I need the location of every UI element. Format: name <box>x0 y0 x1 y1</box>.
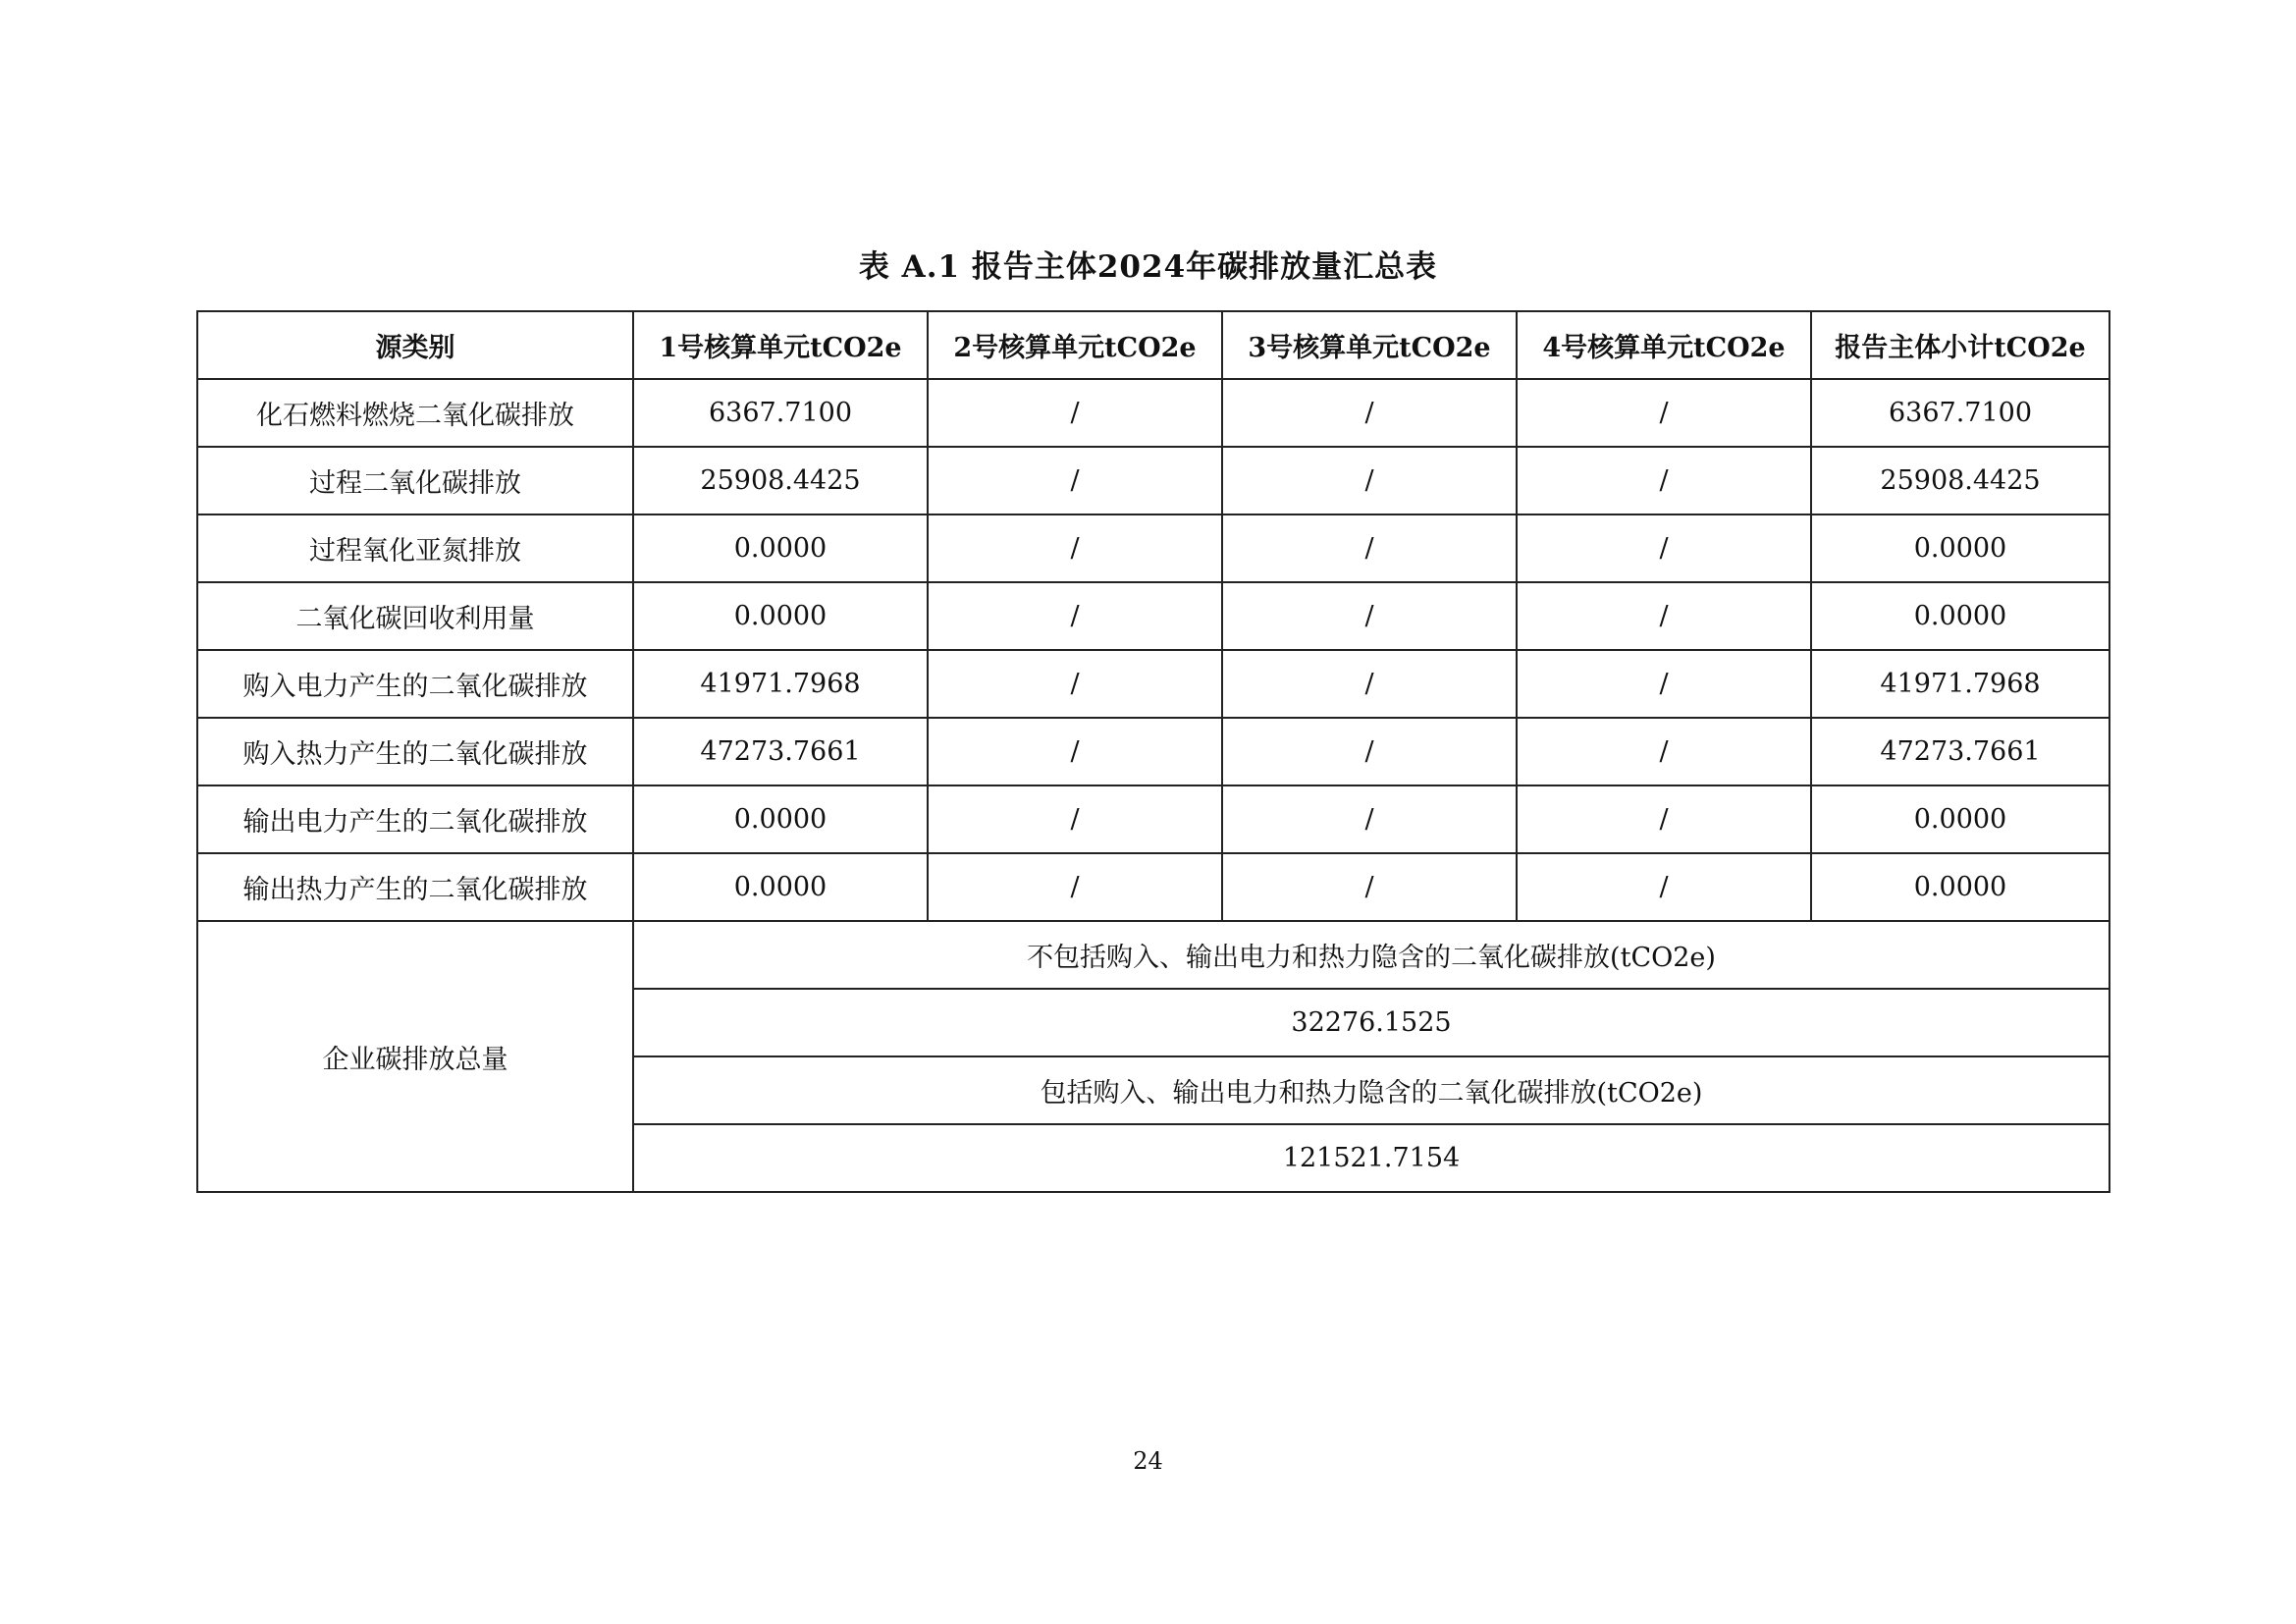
table-cell: / <box>1517 514 1811 582</box>
table-cell: / <box>1222 582 1517 650</box>
table-cell: / <box>928 514 1222 582</box>
table-cell: 0.0000 <box>1811 582 2109 650</box>
table-row <box>197 853 2109 921</box>
table-header-row <box>197 311 2109 379</box>
excluding-purchased-value: 32276.1525 <box>633 989 2109 1056</box>
table-cell: 47273.7661 <box>633 718 928 785</box>
table-row <box>197 718 2109 785</box>
header-unit-1: 1号核算单元tCO2e <box>633 311 928 379</box>
table-cell: / <box>928 650 1222 718</box>
table-cell: / <box>928 379 1222 447</box>
row-source-label: 输出热力产生的二氧化碳排放 <box>197 853 633 921</box>
table-cell: 0.0000 <box>1811 785 2109 853</box>
table-cell: / <box>928 447 1222 514</box>
table-cell: 25908.4425 <box>633 447 928 514</box>
table-cell: 0.0000 <box>1811 514 2109 582</box>
table-cell: / <box>1222 785 1517 853</box>
table-cell: / <box>1222 650 1517 718</box>
table-cell: 0.0000 <box>633 514 928 582</box>
table-cell: / <box>1517 447 1811 514</box>
emissions-summary-table <box>196 310 2110 1193</box>
table-cell: / <box>928 718 1222 785</box>
total-row-excluding-label <box>197 921 2109 989</box>
table-cell: 0.0000 <box>633 785 928 853</box>
table-cell: 47273.7661 <box>1811 718 2109 785</box>
including-purchased-value: 121521.7154 <box>633 1124 2109 1192</box>
table-cell: 41971.7968 <box>633 650 928 718</box>
row-source-label: 购入电力产生的二氧化碳排放 <box>197 650 633 718</box>
excluding-purchased-label: 不包括购入、输出电力和热力隐含的二氧化碳排放(tCO2e) <box>633 921 2109 989</box>
table-row <box>197 582 2109 650</box>
table-cell: / <box>928 582 1222 650</box>
row-source-label: 购入热力产生的二氧化碳排放 <box>197 718 633 785</box>
header-unit-3: 3号核算单元tCO2e <box>1222 311 1517 379</box>
table-row <box>197 379 2109 447</box>
table-row <box>197 650 2109 718</box>
table-cell: 0.0000 <box>633 853 928 921</box>
table-cell: 6367.7100 <box>633 379 928 447</box>
table-title: 表 A.1 报告主体2024年碳排放量汇总表 <box>858 249 1438 285</box>
table-row <box>197 514 2109 582</box>
table-row <box>197 785 2109 853</box>
row-source-label: 过程二氧化碳排放 <box>197 447 633 514</box>
page-number: 24 <box>1133 1447 1163 1475</box>
header-source-category: 源类别 <box>197 311 633 379</box>
table-row <box>197 447 2109 514</box>
header-unit-2: 2号核算单元tCO2e <box>928 311 1222 379</box>
header-unit-4: 4号核算单元tCO2e <box>1517 311 1811 379</box>
table-cell: / <box>1222 379 1517 447</box>
total-emissions-label: 企业碳排放总量 <box>197 921 633 1192</box>
table-cell: / <box>1517 582 1811 650</box>
table-cell: 41971.7968 <box>1811 650 2109 718</box>
table-cell: 0.0000 <box>1811 853 2109 921</box>
row-source-label: 过程氧化亚氮排放 <box>197 514 633 582</box>
row-source-label: 化石燃料燃烧二氧化碳排放 <box>197 379 633 447</box>
table-cell: / <box>1517 379 1811 447</box>
table-cell: / <box>1222 447 1517 514</box>
row-source-label: 输出电力产生的二氧化碳排放 <box>197 785 633 853</box>
table-cell: / <box>928 853 1222 921</box>
table-cell: 0.0000 <box>633 582 928 650</box>
including-purchased-label: 包括购入、输出电力和热力隐含的二氧化碳排放(tCO2e) <box>633 1056 2109 1124</box>
table-cell: 6367.7100 <box>1811 379 2109 447</box>
table-cell: 25908.4425 <box>1811 447 2109 514</box>
table-cell: / <box>1222 718 1517 785</box>
table-cell: / <box>1222 514 1517 582</box>
row-source-label: 二氧化碳回收利用量 <box>197 582 633 650</box>
table-cell: / <box>1517 650 1811 718</box>
table-cell: / <box>1222 853 1517 921</box>
table-cell: / <box>1517 718 1811 785</box>
table-cell: / <box>1517 853 1811 921</box>
header-subtotal: 报告主体小计tCO2e <box>1811 311 2109 379</box>
table-cell: / <box>1517 785 1811 853</box>
table-cell: / <box>928 785 1222 853</box>
